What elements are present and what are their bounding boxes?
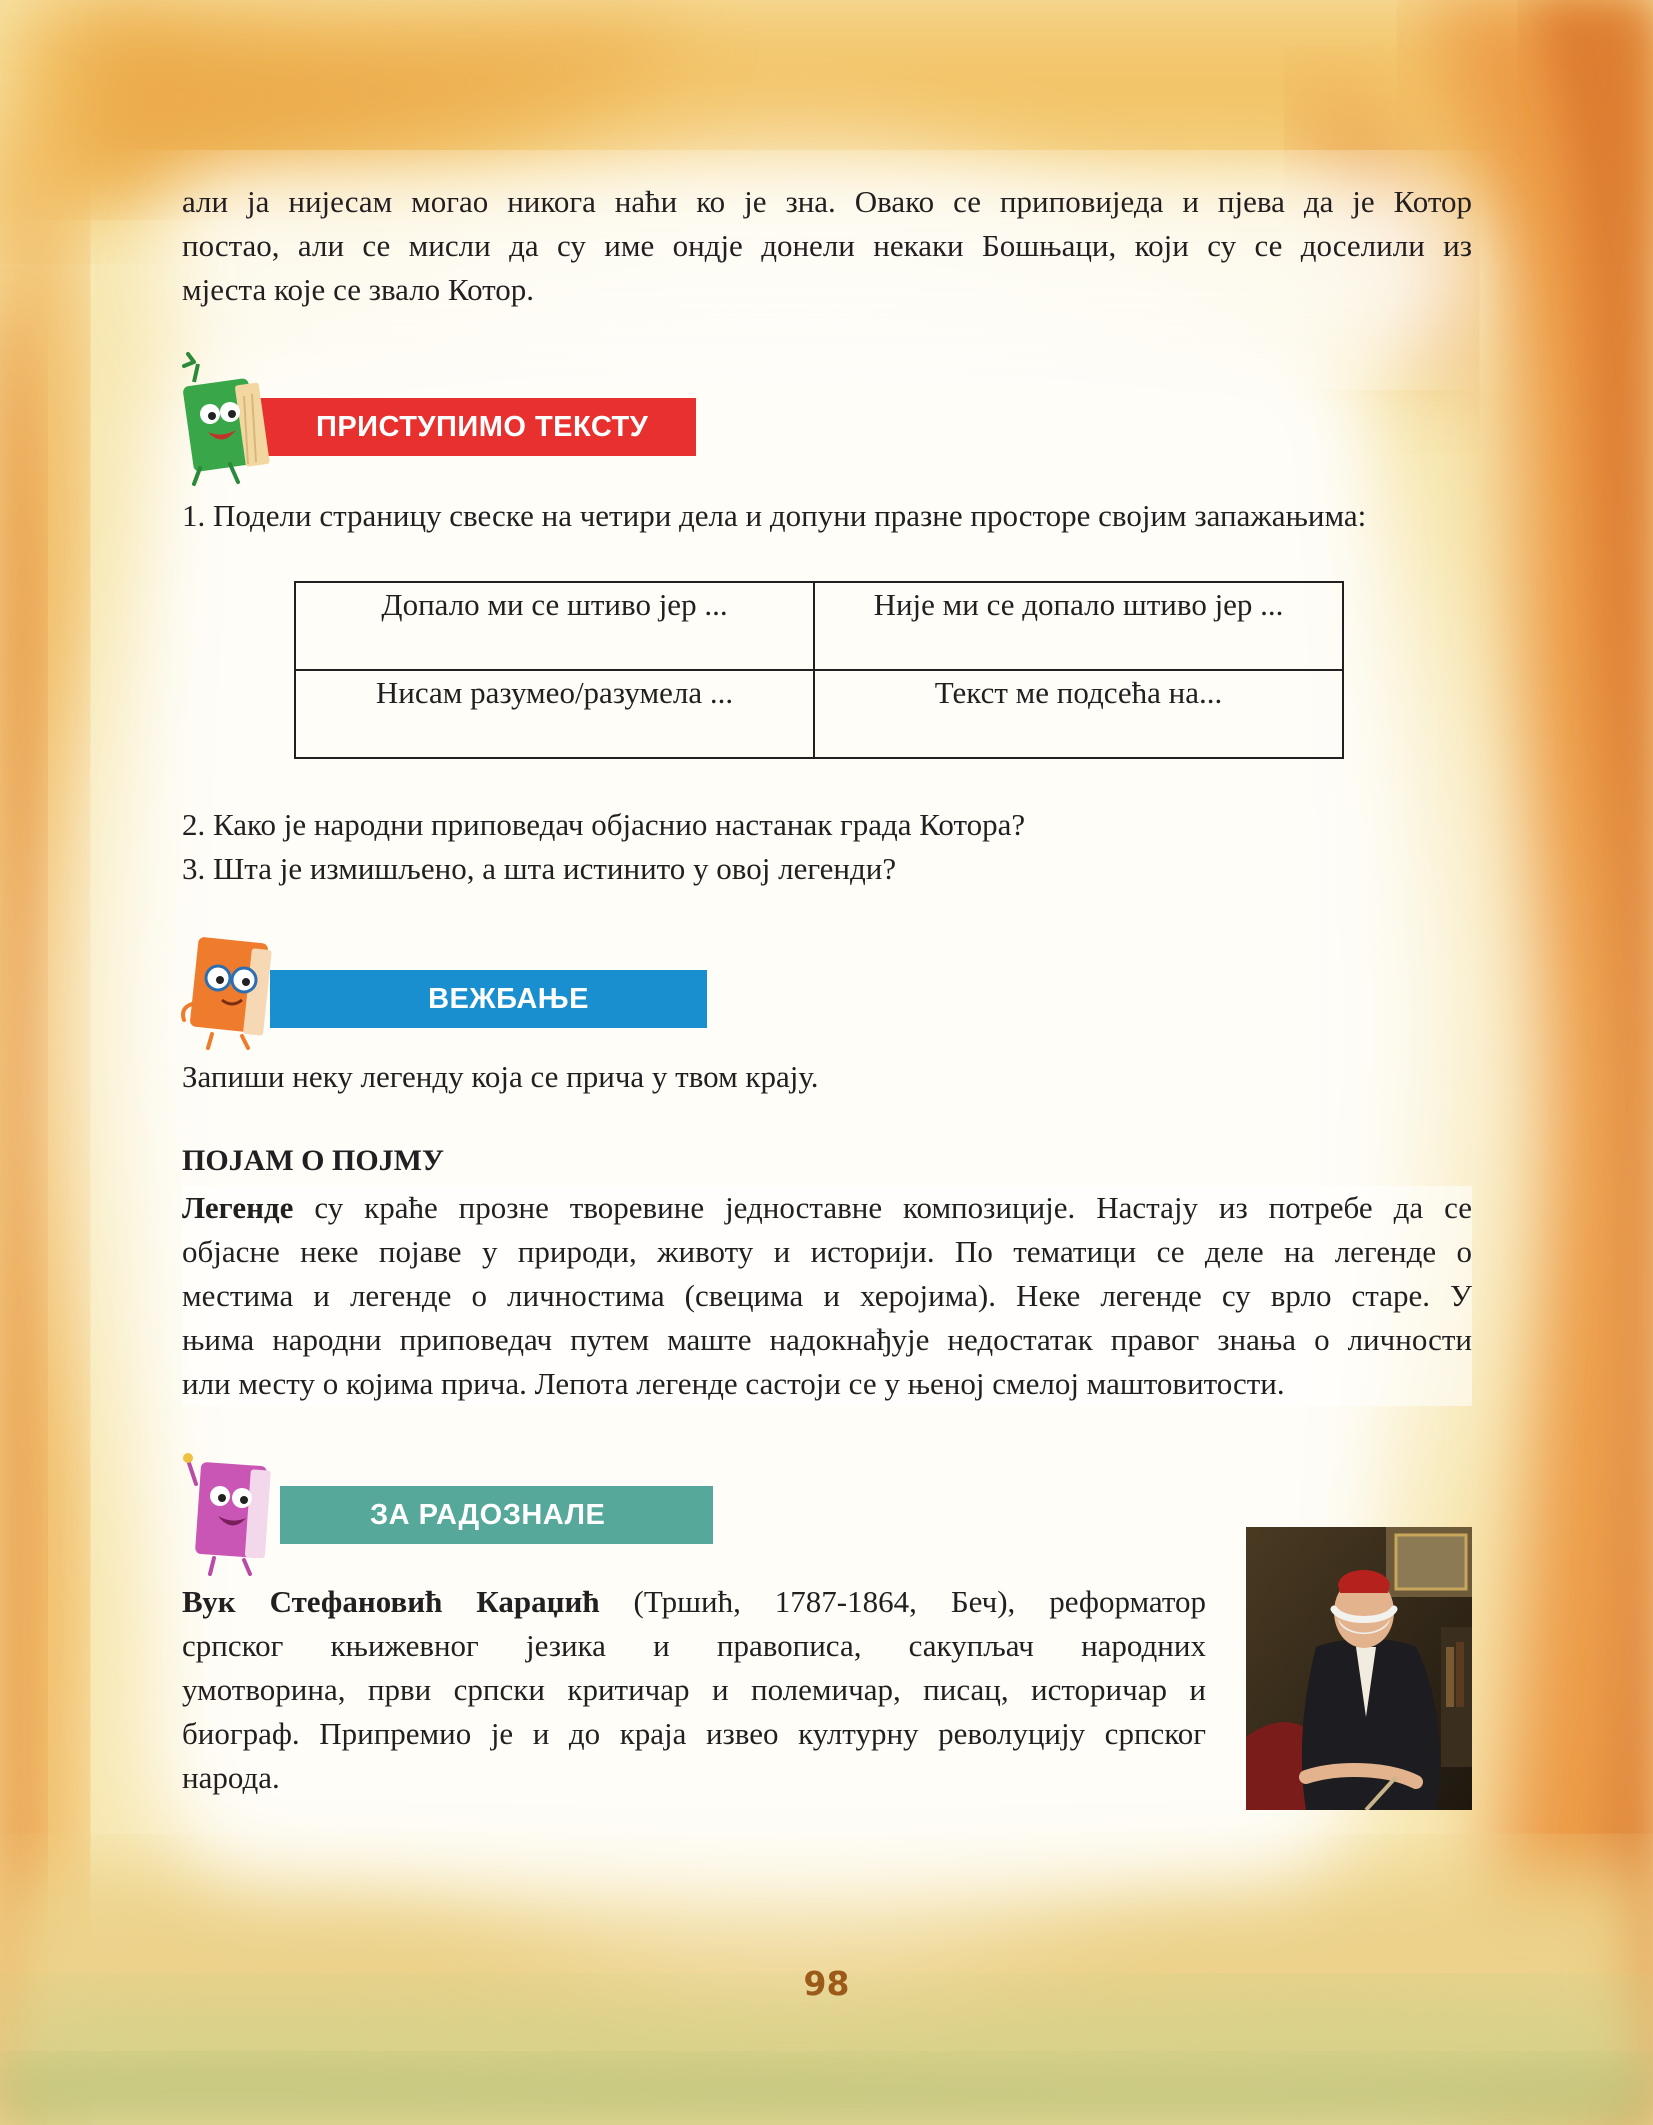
section-banner-vezbanje (270, 970, 707, 1028)
page-number: 98 (803, 1964, 850, 2003)
section-banner-za-radoznale (280, 1486, 713, 1544)
banner-label: ПРИСТУПИМО ТЕКСТУ (316, 410, 649, 443)
concept-term: Легенде (182, 1190, 294, 1225)
vuk-line (182, 1580, 1206, 1624)
vuk-karadzic-portrait (1246, 1527, 1472, 1810)
vuk-paragraph (182, 1580, 1206, 1800)
task-3: 3. Шта је измишљено, а шта истинито у овој легенди? (182, 851, 897, 886)
vuk-line: српског књижевног језика и правописа, сакупљач народних (182, 1628, 1206, 1663)
vuk-line-rest: (Тршић, 1787-1864, Беч), реформатор (599, 1584, 1206, 1619)
vuk-line: народа. (182, 1760, 280, 1795)
exercise-task: Запиши неку легенду која се прича у твом крају. (182, 1059, 819, 1094)
table-row (295, 582, 1343, 670)
concept-line: њима народни приповедач путем маште надокнађује недостатак правог знања о личности (182, 1318, 1472, 1362)
table-cell: Допало ми се штиво јер ... (295, 582, 814, 670)
concept-line: или месту о којима прича. Лепота легенде састоји се у њеној смелој маштовитости. (182, 1362, 1472, 1406)
task-2: 2. Како је народни приповедач објаснио настанак града Котора? (182, 807, 1026, 842)
concept-heading: ПОЈАМ О ПОЈМУ (182, 1144, 444, 1177)
pink-book-mascot-icon (178, 1450, 288, 1582)
vuk-name: Вук Стефановић Караџић (182, 1584, 600, 1619)
section-banner-pristupimo (258, 398, 696, 456)
intro-line: постао, али се мисли да су име ондје донели некаки Бошњаци, који су се доселили из (182, 228, 1472, 263)
concept-line: објасне неке појаве у природи, животу и историји. По тематици се деле на легенде о (182, 1230, 1472, 1274)
orange-book-mascot-icon (178, 934, 288, 1052)
intro-paragraph (182, 180, 1472, 312)
vuk-line: умотворина, први српски критичар и полемичар, писац, историчар и (182, 1672, 1206, 1707)
intro-line: али ја нијесам могао никога наћи ко је зна. Овако се приповиједа и пјева да је Котор (182, 184, 1472, 219)
table-cell: Нисам разумео/разумела ... (295, 670, 814, 758)
green-book-mascot-icon (178, 352, 288, 490)
vuk-line: биограф. Припремио је и до краја извео културну револуцију српског (182, 1716, 1206, 1751)
task-1: 1. Подели страницу свеске на четири дела и допуни празне просторе својим запажањима: (182, 498, 1367, 533)
banner-label: ВЕЖБАЊЕ (428, 982, 589, 1015)
table-cell: Текст ме подсећа на... (814, 670, 1343, 758)
table-row (295, 670, 1343, 758)
table-cell: Није ми се допало штиво јер ... (814, 582, 1343, 670)
concept-line-rest: су краће прозне творевине једноставне композиције. Настају из потребе да се (293, 1190, 1472, 1225)
concept-line: местима и легенде о личностима (свецима и херојима). Неке легенде су врло старе. У (182, 1274, 1472, 1318)
observation-table (294, 581, 1344, 759)
intro-line: мјеста које се звало Котор. (182, 272, 535, 307)
concept-paragraph (182, 1186, 1472, 1406)
banner-label: ЗА РАДОЗНАЛЕ (370, 1498, 606, 1531)
concept-line (182, 1186, 1472, 1230)
